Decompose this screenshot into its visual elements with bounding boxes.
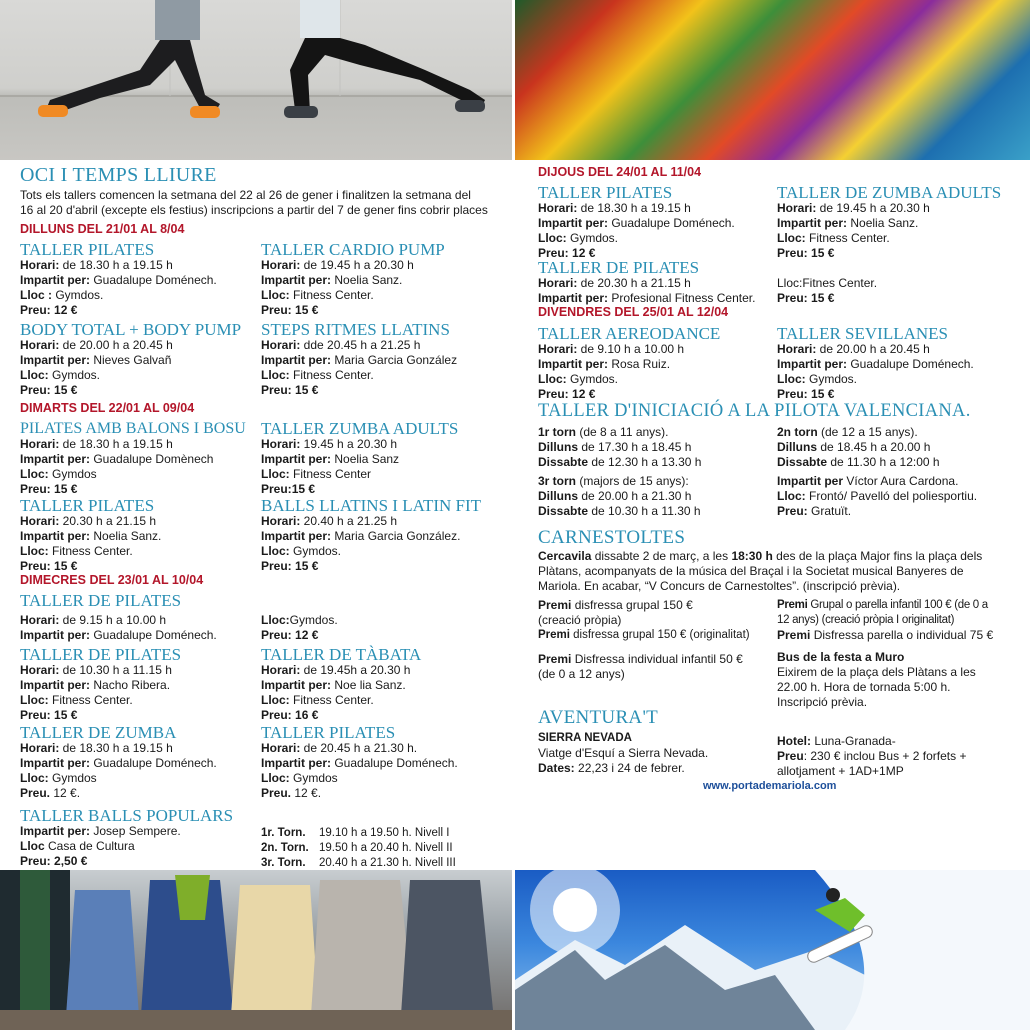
workshop-schedule: Horari: dde 20.45 h a 21.25 h — [261, 338, 421, 352]
snowboarder-mountain-photo — [515, 870, 1030, 1030]
workshop-card — [538, 325, 778, 402]
pilota-info — [777, 474, 1022, 519]
workshop-schedule: Horari: de 18.30 h a 19.15 h — [538, 201, 691, 215]
dancers-illustration — [0, 870, 512, 1030]
workshop-schedule: Horari: de 19.45 h a 20.30 h — [261, 258, 414, 272]
workshop-card — [20, 592, 260, 643]
workshop-title: PILATES AMB BALONS I BOSU — [20, 420, 246, 437]
pilota-title: TALLER D'INICIACIÓ A LA PILOTA VALENCIANA. — [538, 401, 971, 421]
torn-line: Dilluns de 20.00 h a 21.30 h — [538, 489, 692, 503]
carnestoltes-description — [538, 549, 1018, 594]
workshop-title: BODY TOTAL + BODY PUMP — [20, 320, 242, 339]
workshop-instructor: Impartit per: Guadalupe Doménech. — [261, 756, 458, 770]
workshop-instructor: Impartit per: Guadalupe Doménech. — [20, 756, 217, 770]
prize-item: Premi disfressa grupal 150 € (originalitat) — [538, 629, 750, 641]
workshop-location: Lloc: Gymdos. — [538, 231, 619, 245]
workshop-schedule: Horari: de 10.30 h a 11.15 h — [20, 663, 172, 677]
workshop-location: Lloc: Fitness Center. — [777, 231, 890, 245]
workshop-title: TALLER DE TÀBATA — [261, 645, 422, 664]
workshop-card — [20, 807, 260, 869]
bus-line: Eixirem de la plaça dels Plàtans a les — [777, 665, 976, 679]
workshop-card — [261, 646, 501, 723]
website-link[interactable]: www.portademariola.com — [703, 780, 837, 792]
workshop-schedule: Horari: 20.40 h a 21.25 h — [261, 514, 398, 528]
workshop-location: Lloc: Gymdos — [261, 771, 338, 785]
torn-line: Dissabte de 11.30 h a 12:00 h — [777, 455, 940, 469]
workshop-schedule: Horari: de 20.00 h a 20.45 h — [777, 342, 930, 356]
workshop-title: TALLER PILATES — [538, 183, 673, 202]
workshop-location: Lloc: Gymdos. — [538, 372, 619, 386]
workshop-card — [20, 646, 260, 723]
torn-line: Dilluns de 17.30 h a 18.45 h — [538, 440, 692, 454]
workshop-price: Preu: 16 € — [261, 708, 319, 722]
workshop-card — [261, 724, 501, 801]
workshop-card — [777, 184, 1022, 261]
workshop-price: Preu. 12 €. — [261, 786, 322, 800]
torn-line: Dissabte de 12.30 h a 13.30 h — [538, 455, 702, 469]
workshop-location: Lloc: Gymdos. — [20, 368, 101, 382]
workshop-price: Preu: 15 € — [261, 559, 319, 573]
workshop-instructor: Impartit per Víctor Aura Cardona. — [777, 474, 959, 488]
bus-title: Bus de la festa a Muro — [777, 650, 905, 664]
workshop-title: TALLER AEREODANCE — [538, 324, 721, 343]
trip-price: Preu: 230 € inclou Bus + 2 forfets + — [777, 749, 967, 763]
workshop-price: Preu: 12 € — [538, 387, 596, 401]
workshop-schedule: Horari: 19.45 h a 20.30 h — [261, 437, 398, 451]
colorful-abstract-art — [515, 0, 1030, 160]
workshop-location: Lloc: Fitness Center. — [20, 544, 133, 558]
workshop-instructor: Impartit per: Nieves Galvañ — [20, 353, 172, 367]
workshop-card — [261, 420, 501, 497]
workshop-price: Preu: Gratuït. — [777, 504, 852, 518]
athletes-illustration — [0, 0, 512, 160]
workshop-card — [20, 724, 260, 801]
workshop-title: BALLS LLATINS I LATIN FIT — [261, 496, 482, 515]
workshop-instructor: Impartit per: Noelia Sanz. — [20, 529, 162, 543]
intro-line-1: Tots els tallers comencen la setmana del 22 al 26 de gener i finalitzen la setmana del — [20, 188, 471, 202]
trip-details — [777, 731, 1022, 779]
workshop-location: Lloc: Fitness Center — [261, 467, 372, 481]
workshop-title: TALLER PILATES — [20, 496, 155, 515]
workshop-location: Lloc: Fitness Center. — [261, 368, 374, 382]
workshop-instructor: Impartit per: Rosa Ruiz. — [538, 357, 671, 371]
workshop-instructor: Impartit per: Noelia Sanz. — [777, 216, 919, 230]
workshop-title: TALLER DE ZUMBA — [20, 723, 177, 742]
workshop-title: TALLER DE ZUMBA ADULTS — [777, 183, 1002, 202]
torn-row: 1r. Torn. 19.10 h a 19.50 h. Nivell I — [261, 827, 450, 839]
workshop-card — [538, 259, 778, 306]
workshop-location: Lloc: Fitness Center. — [261, 693, 374, 707]
torn-row: 3r. Torn. 20.40 h a 21.30 h. Nivell III — [261, 857, 456, 869]
prize-note: (creació pròpia) — [538, 613, 622, 627]
workshop-location: Lloc: Fitness Center. — [261, 288, 374, 302]
workshop-title: TALLER PILATES — [20, 240, 155, 259]
workshop-price: Preu: 15 € — [20, 559, 78, 573]
workshop-schedule: Horari: de 20.00 h a 20.45 h — [20, 338, 173, 352]
workshop-instructor: Impartit per: Profesional Fitness Center. — [538, 291, 756, 305]
torn-heading: 2n torn (de 12 a 15 anys). — [777, 425, 918, 439]
workshop-instructor: Impartit per: Noe lia Sanz. — [261, 678, 406, 692]
day-heading-dimarts: DIMARTS DEL 22/01 AL 09/04 — [20, 401, 195, 415]
page-title: OCI I TEMPS LLIURE — [20, 164, 217, 186]
prize-item: Premi Grupal o parella infantil 100 € (de 0 a — [777, 599, 988, 611]
workshop-schedule: Horari: de 9.15 h a 10.00 h — [20, 613, 167, 627]
folk-dancers-photo — [0, 870, 512, 1030]
workshop-instructor: Impartit per: Noelia Sanz — [261, 452, 400, 466]
workshop-title: TALLER CARDIO PUMP — [261, 240, 445, 259]
workshop-schedule: Horari: de 18.30 h a 19.15 h — [20, 258, 173, 272]
workshop-title: TALLER BALLS POPULARS — [20, 806, 234, 825]
workshop-schedule: Horari: 20.30 h a 21.15 h — [20, 514, 157, 528]
torns-list — [261, 826, 506, 871]
workshop-schedule: Horari: de 20.30 h a 21.15 h — [538, 276, 691, 290]
workshop-card — [20, 241, 255, 318]
pilota-torn-1 — [538, 425, 773, 470]
workshop-instructor: Impartit per: Guadalupe Doménech. — [538, 216, 735, 230]
prize-infant — [538, 652, 774, 682]
bus-line: 22.00 h. Hora de tornada 5:00 h. — [777, 680, 951, 694]
day-heading-dimecres: DIMECRES DEL 23/01 AL 10/04 — [20, 573, 204, 587]
torn-heading: 3r torn (majors de 15 anys): — [538, 474, 689, 488]
day-heading-dijous: DIJOUS DEL 24/01 AL 11/04 — [538, 165, 702, 179]
workshop-card — [20, 497, 260, 574]
workshop-price: Preu:15 € — [261, 482, 316, 496]
workshop-title: TALLER PILATES — [261, 723, 396, 742]
torn-heading: 1r torn (de 8 a 11 anys). — [538, 425, 669, 439]
workshop-price: Preu: 12 € — [20, 303, 78, 317]
workshop-card-extra — [777, 276, 1017, 306]
intro-line-2: 16 al 20 d'abril (excepte els festius) inscripcions a partir del 7 de gener fins cobrir places — [20, 203, 488, 217]
workshop-schedule: Horari: de 9.10 h a 10.00 h — [538, 342, 685, 356]
carnestoltes-line: Cercavila dissabte 2 de març, a les 18:30 h des de la plaça Major fins la plaça dels — [538, 549, 983, 563]
workshop-location: Lloc:Fitnes Center. — [777, 276, 878, 290]
workshop-schedule: Horari: de 18.30 h a 19.15 h — [20, 437, 173, 451]
workshop-card — [777, 325, 1022, 402]
workshop-card — [261, 321, 501, 398]
workshop-card — [261, 241, 501, 318]
workshop-price: Preu: 12 € — [261, 628, 319, 642]
workshop-schedule: Horari: de 18.30 h a 19.15 h — [20, 741, 173, 755]
workshop-price: Preu: 15 € — [777, 291, 835, 305]
workshop-card — [261, 497, 501, 574]
workshop-price: Preu. 12 €. — [20, 786, 81, 800]
prize-list-right — [777, 598, 1027, 643]
workshop-location: Lloc: Gymdos. — [777, 372, 858, 386]
pilota-torn-2 — [777, 425, 1022, 470]
workshop-location: Lloc: Fitness Center. — [20, 693, 133, 707]
workshop-title: TALLER SEVILLANES — [777, 324, 948, 343]
trip-price-detail: allotjament + 1AD+1MP — [777, 764, 904, 778]
workshop-price: Preu: 15 € — [777, 387, 835, 401]
workshop-instructor: Impartit per: Guadalupe Doménech. — [20, 628, 217, 642]
workshop-instructor: Impartit per: Guadalupe Doménech. — [20, 273, 217, 287]
workshop-title: STEPS RITMES LLATINS — [261, 320, 450, 339]
workshop-instructor: Impartit per: Nacho Ribera. — [20, 678, 171, 692]
trip-description: Viatge d'Esquí a Sierra Nevada. — [538, 746, 709, 760]
workshop-schedule: Horari: de 19.45h a 20.30 h — [261, 663, 411, 677]
aventura-title: AVENTURA'T — [538, 707, 659, 728]
workshop-schedule: Horari: de 19.45 h a 20.30 h — [777, 201, 930, 215]
workshop-instructor: Impartit per: Noelia Sanz. — [261, 273, 403, 287]
workshop-instructor: Impartit per: Guadalupe Domènech — [20, 452, 214, 466]
workshop-card — [20, 420, 260, 497]
workshop-title: TALLER DE PILATES — [20, 591, 182, 610]
workshop-price: Preu: 15 € — [261, 383, 319, 397]
carnestoltes-line: Plàtans, acompanyats de la música del Braçal i la Societat musical Banyeres de — [538, 564, 964, 578]
workshop-title: TALLER DE PILATES — [538, 258, 700, 277]
workshop-location: Lloc: Gymdos — [20, 771, 97, 785]
workshop-instructor: Impartit per: Guadalupe Doménech. — [777, 357, 974, 371]
workshop-location: Lloc: Frontó/ Pavelló del poliesportiu. — [777, 489, 978, 503]
workshop-title: TALLER ZUMBA ADULTS — [261, 419, 459, 438]
workshop-price: Preu: 2,50 € — [20, 854, 88, 868]
prize-note: 12 anys) (creació pròpia I originalitat) — [777, 614, 955, 626]
bus-line: Inscripció prèvia. — [777, 695, 868, 709]
prize-item: Premi Disfressa parella o individual 75 € — [777, 628, 994, 642]
trip-hotel: Hotel: Luna-Granada- — [777, 734, 896, 748]
prize-item: Premi Disfressa individual infantil 50 € — [538, 652, 743, 666]
workshop-card — [538, 184, 773, 261]
workshop-price: Preu: 15 € — [20, 482, 78, 496]
fitness-stretching-photo — [0, 0, 512, 160]
prize-item: Premi disfressa grupal 150 € — [538, 598, 693, 612]
workshop-location: Lloc:Gymdos. — [261, 613, 338, 627]
workshop-card — [20, 321, 260, 398]
snow-illustration — [515, 870, 1030, 1030]
trip-dates: Dates: 22,23 i 24 de febrer. — [538, 761, 685, 775]
workshop-price: Preu: 15 € — [777, 246, 835, 260]
torn-row: 2n. Torn. 19.50 h a 20.40 h. Nivell II — [261, 842, 453, 854]
workshop-title: TALLER DE PILATES — [20, 645, 182, 664]
workshop-location: Lloc: Gymdos — [20, 467, 97, 481]
workshop-price: Preu: 15 € — [20, 383, 78, 397]
workshop-instructor: Impartit per: Josep Sempere. — [20, 824, 181, 838]
workshop-location: Lloc Casa de Cultura — [20, 839, 135, 853]
trip-name: SIERRA NEVADA — [538, 732, 632, 744]
sierra-nevada-info — [538, 731, 774, 776]
workshop-schedule: Horari: de 20.45 h a 21.30 h. — [261, 741, 418, 755]
day-heading-divendres: DIVENDRES DEL 25/01 AL 12/04 — [538, 305, 729, 319]
workshop-location: Lloc: Gymdos. — [261, 544, 342, 558]
carnestoltes-line: Mariola. En acabar, “V Concurs de Carnestoltes”. (inscripció prèvia). — [538, 579, 901, 593]
torn-line: Dissabte de 10.30 h a 11.30 h — [538, 504, 701, 518]
day-heading-dilluns: DILLUNS DEL 21/01 AL 8/04 — [20, 222, 185, 236]
bus-info — [777, 650, 1022, 710]
workshop-price: Preu: 15 € — [261, 303, 319, 317]
prize-note: (de 0 a 12 anys) — [538, 667, 625, 681]
prize-list-left — [538, 598, 774, 643]
workshop-location: Lloc : Gymdos. — [20, 288, 104, 302]
workshop-card-extra — [261, 613, 501, 643]
torn-line: Dilluns de 18.45 h a 20.00 h — [777, 440, 931, 454]
workshop-instructor: Impartit per: Maria Garcia González — [261, 353, 458, 367]
workshop-instructor: Impartit per: Maria Garcia González. — [261, 529, 461, 543]
carnestoltes-title: CARNESTOLTES — [538, 527, 686, 548]
workshop-price: Preu: 12 € — [538, 246, 596, 260]
workshop-price: Preu: 15 € — [20, 708, 78, 722]
pilota-torn-3 — [538, 474, 773, 519]
